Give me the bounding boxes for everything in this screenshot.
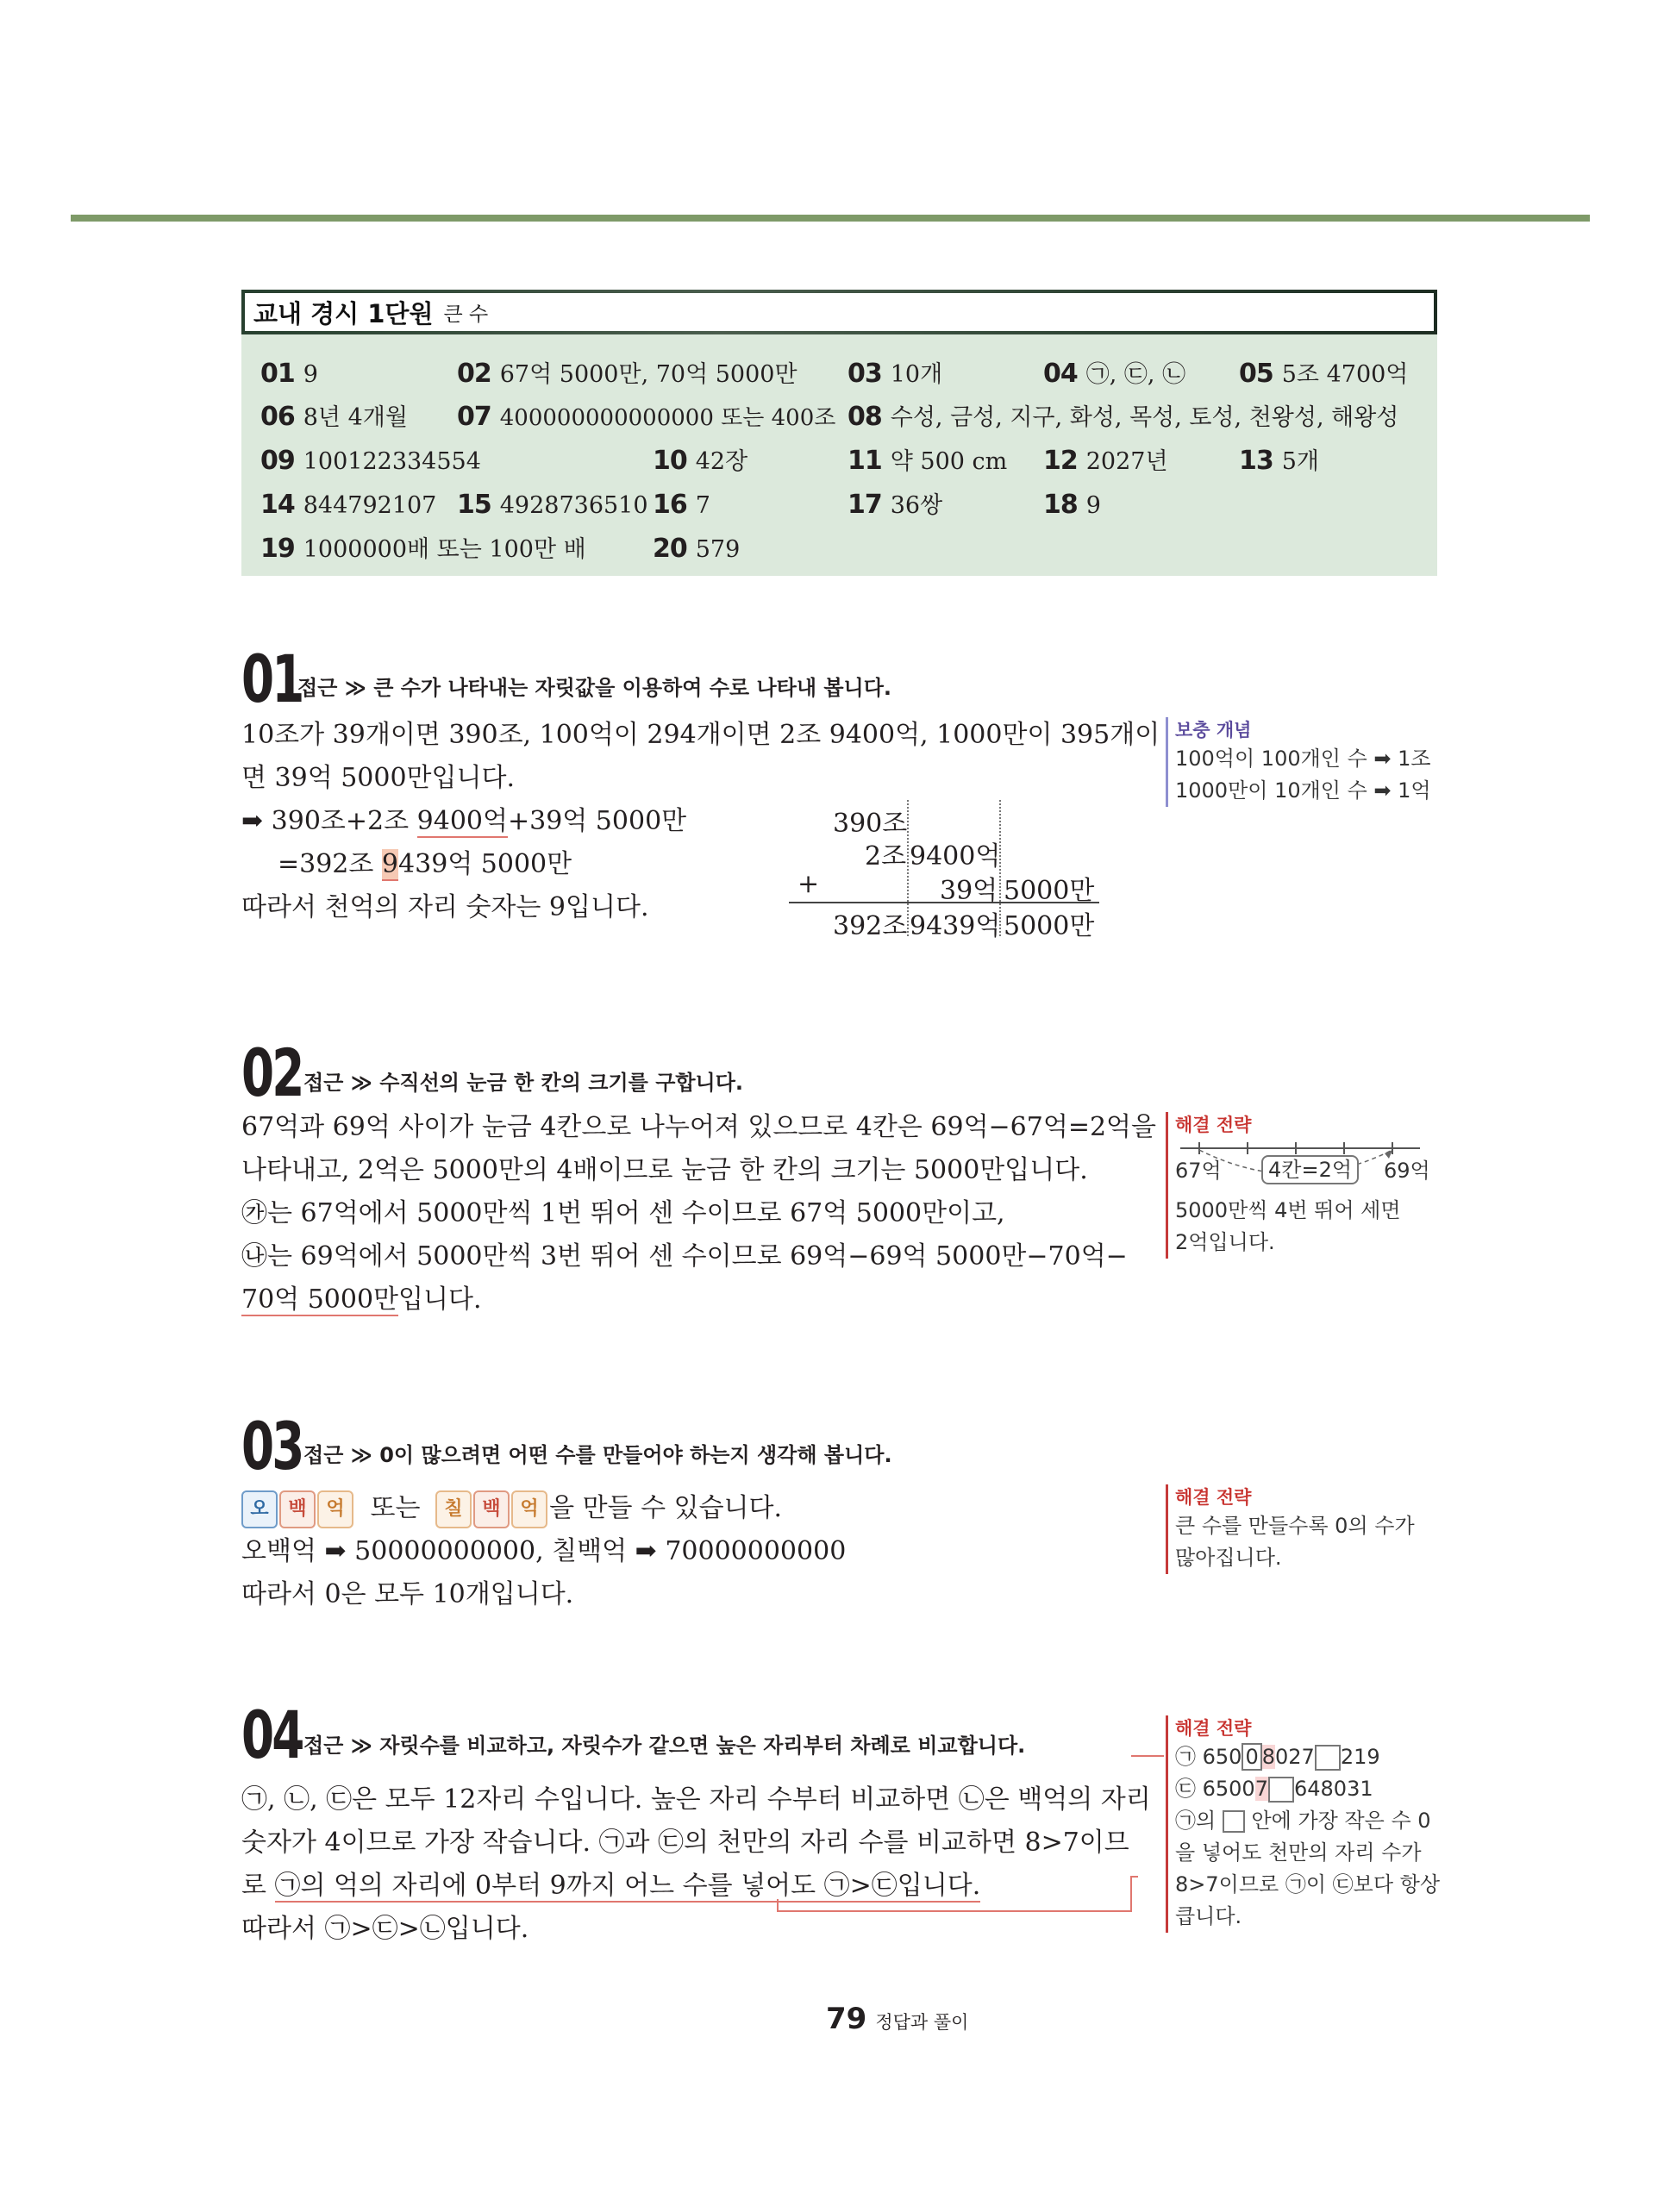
side-note-tag: 해결 전략 [1175, 1487, 1252, 1508]
answer-item: 02 67억 5000만, 70억 5000만 [457, 359, 797, 389]
calc-row: 39억 [940, 876, 998, 906]
solution-line: 10조가 39개이면 390조, 100억이 294개이면 2조 9400억, 1000만이 395개이 [241, 720, 1160, 750]
number-line-left: 67억 [1175, 1159, 1222, 1183]
answer-item: 16 7 [653, 490, 710, 520]
calc-row: 2조 [865, 841, 907, 872]
answer-item: 05 5조 4700억 [1239, 359, 1409, 389]
solution-line: ㉮는 67억에서 5000만씩 1번 뛰어 센 수이므로 67억 5000만이고, [241, 1198, 1005, 1228]
page-number: 79 [826, 2002, 867, 2036]
side-note-line: ㉢ 65007 648031 [1175, 1777, 1373, 1801]
digit-card: 백 [473, 1490, 510, 1528]
connector-line [1131, 1755, 1164, 1757]
solution-line: 면 39억 5000만입니다. [241, 763, 516, 793]
solution-line: 오백억 ➡ 50000000000, 칠백억 ➡ 70000000000 [241, 1536, 847, 1566]
solution-line: ➡ 390조+2조 9400억+39억 5000만 [241, 806, 687, 836]
answer-box [241, 334, 1437, 576]
side-note-strategy [1166, 1715, 1440, 1933]
solution-line: ㉠, ㉡, ㉢은 모두 12자리 수입니다. 높은 자리 수부터 비교하면 ㉡은 백억의 자리 [241, 1784, 1151, 1815]
digit-card: 백 [279, 1490, 316, 1528]
answer-item: 03 10개 [848, 359, 943, 389]
digit-card: 억 [511, 1490, 547, 1528]
calc-row: 5000만 [1004, 876, 1095, 906]
approach-text: 접근 ≫ 수직선의 눈금 한 칸의 크기를 구합니다. [303, 1071, 744, 1095]
answer-item: 09 100122334554 [260, 446, 481, 476]
answer-box-subtitle: 큰 수 [443, 303, 489, 326]
calc-row: 390조 [833, 809, 908, 839]
answer-item: 14 844792107 [260, 490, 437, 520]
problem-number: 02 [241, 1034, 303, 1111]
answer-item: 12 2027년 [1043, 446, 1168, 476]
solution-line: 로 ㉠의 억의 자리에 0부터 9까지 어느 수를 넣어도 ㉠>㉢입니다. [241, 1871, 981, 1901]
answer-item: 17 36쌍 [848, 490, 943, 520]
side-note-line: 큽니다. [1175, 1904, 1242, 1928]
answer-box-header [241, 290, 1437, 334]
top-rule [71, 215, 1590, 222]
answer-item: 19 1000000배 또는 100만 배 [260, 534, 586, 564]
solution-line: 숫자가 4이므로 가장 작습니다. ㉠과 ㉢의 천만의 자리 수를 비교하면 8>7이므 [241, 1828, 1129, 1858]
problem-number: 01 [241, 640, 303, 717]
side-note-line: ㉠의 안에 가장 작은 수 0 [1175, 1809, 1431, 1833]
answer-item: 15 4928736510 [457, 490, 648, 520]
side-note-tag: 해결 전략 [1175, 1115, 1252, 1135]
answer-item: 01 9 [260, 359, 318, 389]
side-note-line: 1000만이 10개인 수 ➡ 1억 [1175, 778, 1431, 803]
solution-line: 따라서 천억의 자리 숫자는 9입니다. [241, 892, 649, 922]
side-note-line: 을 넣어도 천만의 자리 수가 [1175, 1840, 1422, 1865]
calc-plus: + [797, 869, 820, 899]
answer-item: 20 579 [653, 534, 741, 564]
digit-card: 칠 [435, 1490, 472, 1528]
number-line-right: 69억 [1384, 1159, 1430, 1183]
problem-number: 04 [241, 1696, 303, 1773]
page-footer [826, 2002, 968, 2036]
solution-line: 따라서 ㉠>㉢>㉡입니다. [241, 1914, 529, 1944]
side-note-line: 많아집니다. [1175, 1546, 1282, 1570]
calc-sum: 5000만 [1004, 911, 1095, 941]
connector-line [776, 1875, 1138, 1927]
answer-item: 06 8년 4개월 [260, 402, 408, 432]
solution-line: 나타내고, 2억은 5000만의 4배이므로 눈금 한 칸의 크기는 5000만입니다. [241, 1155, 1088, 1185]
solution-line: =392조 9439억 5000만 [278, 849, 572, 879]
side-note-strategy [1166, 1484, 1415, 1574]
digit-card: 오 [241, 1490, 278, 1528]
problem-number: 03 [241, 1408, 303, 1484]
side-note-strategy [1166, 1112, 1434, 1259]
answer-item: 11 약 500 cm [848, 446, 1008, 476]
solution-line: ㉯는 69억에서 5000만씩 3번 뛰어 센 수이므로 69억−69억 5000만−70억− [241, 1241, 1128, 1272]
side-note-line: 100억이 100개인 수 ➡ 1조 [1175, 747, 1431, 771]
calc-sum: 9439억 [910, 911, 1001, 941]
approach-text: 접근 ≫ 0이 많으려면 어떤 수를 만들어야 하는지 생각해 봅니다. [303, 1443, 892, 1467]
side-note-concept [1166, 717, 1431, 807]
number-line-span: 4칸=2억 [1261, 1155, 1359, 1184]
answer-item: 08 수성, 금성, 지구, 화성, 목성, 토성, 천왕성, 해왕성 [848, 402, 1399, 432]
side-note-line: 2억입니다. [1175, 1230, 1275, 1254]
calc-sum: 392조 [833, 911, 908, 941]
answer-item: 07 400000000000000 또는 400조 [457, 402, 836, 432]
approach-text: 접근 ≫ 자릿수를 비교하고, 자릿수가 같으면 높은 자리부터 차례로 비교합니다. [303, 1734, 1026, 1758]
approach-text: 접근 ≫ 큰 수가 나타내는 자릿값을 이용하여 수로 나타내 봅니다. [297, 676, 892, 700]
side-note-line: ㉠ 650 0 8027 219 [1175, 1745, 1380, 1769]
solution-line: 오 백 억 또는 칠 백 억 을 만들 수 있습니다. [241, 1487, 782, 1530]
side-note-line: 큰 수를 만들수록 0의 수가 [1175, 1514, 1415, 1538]
side-note-tag: 보충 개념 [1175, 720, 1252, 740]
solution-line: 70억 5000만입니다. [241, 1284, 482, 1315]
answer-item: 18 9 [1043, 490, 1101, 520]
solution-line: 따라서 0은 모두 10개입니다. [241, 1579, 574, 1609]
footer-label: 정답과 풀이 [875, 2012, 969, 2033]
answer-item: 04 ㉠, ㉢, ㉡ [1043, 359, 1186, 389]
side-note-line: 8>7이므로 ㉠이 ㉢보다 항상 [1175, 1872, 1441, 1896]
answer-item: 13 5개 [1239, 446, 1320, 476]
answer-item: 10 42장 [653, 446, 748, 476]
answer-box-title: 교내 경시 1단원 [253, 298, 434, 328]
side-note-line: 5000만씩 4번 뛰어 세면 [1175, 1198, 1401, 1222]
side-note-tag: 해결 전략 [1175, 1718, 1252, 1739]
calc-row: 9400억 [910, 841, 1001, 872]
digit-card: 억 [317, 1490, 353, 1528]
solution-line: 67억과 69억 사이가 눈금 4칸으로 나누어져 있으므로 4칸은 69억−67억=2억을 [241, 1112, 1157, 1142]
